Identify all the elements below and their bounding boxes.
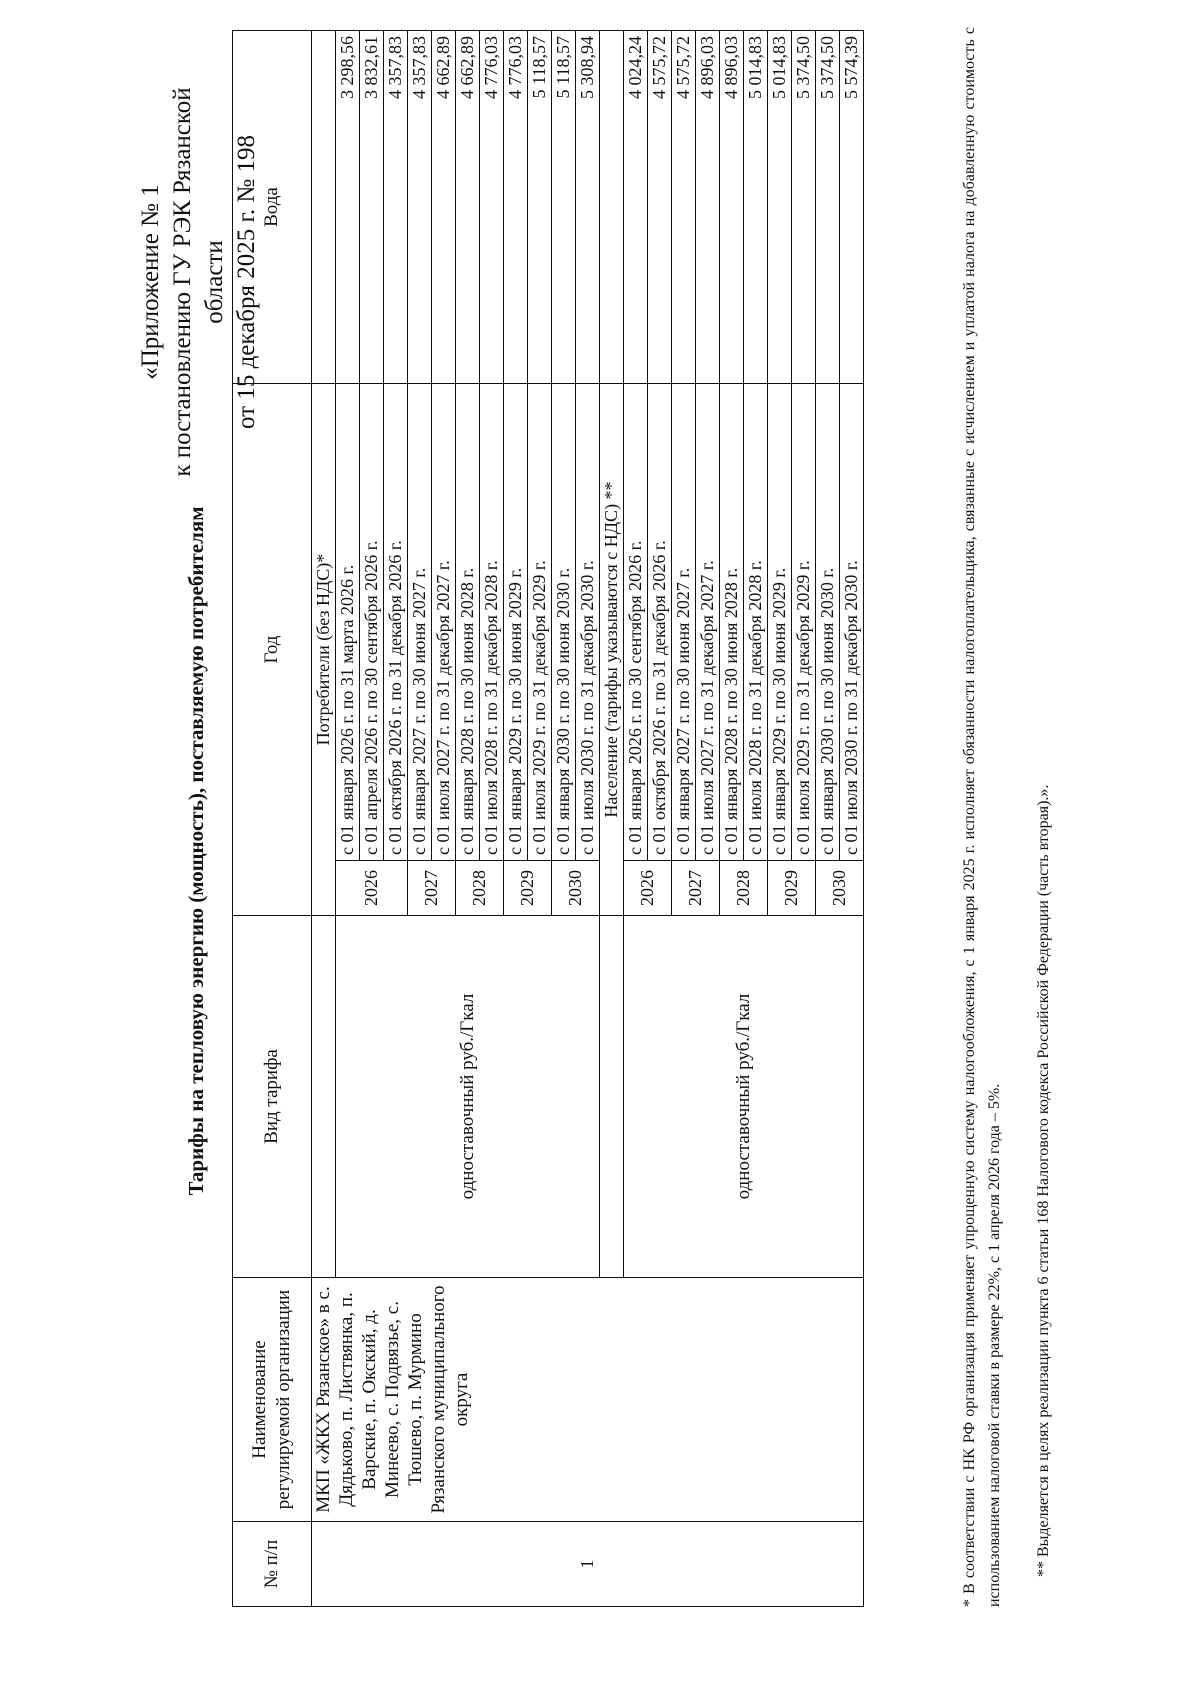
tariff-value: 3 832,61 (360, 31, 384, 384)
tariff-value: 4 575,72 (672, 31, 696, 384)
period-cell: с 01 июля 2027 г. по 31 декабря 2027 г. (696, 384, 720, 861)
period-cell: с 01 января 2029 г. по 30 июня 2029 г. (504, 384, 528, 861)
period-cell: с 01 января 2030 г. по 30 июня 2030 г. (816, 384, 840, 861)
tariff-value: 4 357,83 (408, 31, 432, 384)
tariff-value: 4 662,89 (456, 31, 480, 384)
period-cell: с 01 января 2030 г. по 30 июня 2030 г. (552, 384, 576, 861)
tariff-value: 4 662,89 (432, 31, 456, 384)
column-header-number: № п/п (233, 1522, 312, 1607)
tariff-value: 4 357,83 (384, 31, 408, 384)
year-cell: 2026 (624, 861, 672, 916)
period-cell: с 01 января 2027 г. по 30 июня 2027 г. (672, 384, 696, 861)
period-cell: с 01 апреля 2026 г. по 30 сентября 2026 г. (360, 384, 384, 861)
tariff-value: 5 014,83 (744, 31, 768, 384)
year-cell: 2029 (768, 861, 816, 916)
period-cell: с 01 июля 2029 г. по 31 декабря 2029 г. (792, 384, 816, 861)
year-cell: 2029 (504, 861, 552, 916)
period-cell: с 01 января 2026 г. по 30 сентября 2026 г. (624, 384, 648, 861)
period-cell: с 01 октября 2026 г. по 31 декабря 2026 г. (648, 384, 672, 861)
table-title: Тарифы на тепловую энергию (мощность), поставляемую потребителям (184, 506, 208, 1196)
period-cell: с 01 июля 2028 г. по 31 декабря 2028 г. (480, 384, 504, 861)
organization-name: МКП «ЖКХ Рязанское» в с. Дядьково, п. Листвянка, п. Варские, п. Окский, д. Минеево, с. Подвязье, с. Тюшево, п. Мурмино Рязанского муниципального округа (312, 1278, 864, 1522)
row-number: 1 (312, 1522, 864, 1607)
period-cell: с 01 июля 2030 г. по 31 декабря 2030 г. (840, 384, 864, 861)
tariff-value: 5 118,57 (528, 31, 552, 384)
tariff-value: 4 575,72 (648, 31, 672, 384)
tariff-value: 5 574,39 (840, 31, 864, 384)
section-title: Население (тарифы указываются с НДС) ** (600, 384, 624, 916)
column-header-tariff-type: Вид тарифа (233, 916, 312, 1278)
period-cell: с 01 июля 2027 г. по 31 декабря 2027 г. (432, 384, 456, 861)
tariff-value: 5 118,57 (552, 31, 576, 384)
year-cell: 2028 (720, 861, 768, 916)
period-cell: с 01 января 2028 г. по 30 июня 2028 г. (720, 384, 744, 861)
tariff-value: 5 374,50 (816, 31, 840, 384)
tariff-value: 3 298,56 (336, 31, 360, 384)
period-cell: с 01 июля 2030 г. по 31 декабря 2030 г. (576, 384, 600, 861)
year-cell: 2030 (816, 861, 864, 916)
tariff-value: 5 374,50 (792, 31, 816, 384)
section-header-row (312, 31, 336, 1607)
tariff-value: 5 308,94 (576, 31, 600, 384)
column-header-year: Год (233, 384, 312, 916)
year-cell: 2027 (408, 861, 456, 916)
period-cell: с 01 января 2026 г. по 31 марта 2026 г. (336, 384, 360, 861)
period-cell: с 01 января 2029 г. по 30 июня 2029 г. (768, 384, 792, 861)
period-cell: с 01 июля 2028 г. по 31 декабря 2028 г. (744, 384, 768, 861)
year-cell: 2030 (552, 861, 600, 916)
table-header-row (233, 31, 312, 1607)
table-body (312, 31, 864, 1607)
period-cell: с 01 января 2028 г. по 30 июня 2028 г. (456, 384, 480, 861)
tariff-value: 4 024,24 (624, 31, 648, 384)
resolution-reference: к постановлению ГУ РЭК Рязанской области (169, 87, 228, 477)
column-header-organization: Наименование регулируемой организации (233, 1278, 312, 1522)
resolution-date: от 15 декабря 2025 г. № 198 (233, 134, 260, 430)
year-cell: 2026 (336, 861, 408, 916)
period-cell: с 01 октября 2026 г. по 31 декабря 2026 г. (384, 384, 408, 861)
tariff-value: 4 896,03 (720, 31, 744, 384)
tariff-value: 4 776,03 (480, 31, 504, 384)
period-cell: с 01 июля 2029 г. по 31 декабря 2029 г. (528, 384, 552, 861)
tariff-value: 5 014,83 (768, 31, 792, 384)
appendix-title: «Приложение № 1 (137, 184, 164, 380)
tariff-type: одноставочный руб./Гкал (336, 916, 600, 1278)
tariff-type: одноставочный руб./Гкал (624, 916, 864, 1278)
year-cell: 2027 (672, 861, 720, 916)
period-cell: с 01 января 2027 г. по 30 июня 2027 г. (408, 384, 432, 861)
tariff-value: 4 896,03 (696, 31, 720, 384)
tariff-value: 4 776,03 (504, 31, 528, 384)
tariff-table (232, 30, 864, 1607)
year-cell: 2028 (456, 861, 504, 916)
footnote-vat: * В соответствии с НК РФ организация применяет упрощенную систему налогообложения, с 1 января 2025 г. исполняет обязанности налогоплательщика, связанные с исчислением и уплатой налога на добавленную стоимость с использованием налоговой ставки в размере 22%, с 1 апреля 2026 года – 5%. (961, 27, 1003, 1607)
section-title: Потребители (без НДС)* (312, 384, 336, 916)
column-header-water: Вода (233, 31, 312, 384)
footnote-tax-code: ** Выделяется в целях реализации пункта 6 статьи 168 Налогового кодекса Российской Федерации (часть вторая).». (1035, 784, 1052, 1577)
